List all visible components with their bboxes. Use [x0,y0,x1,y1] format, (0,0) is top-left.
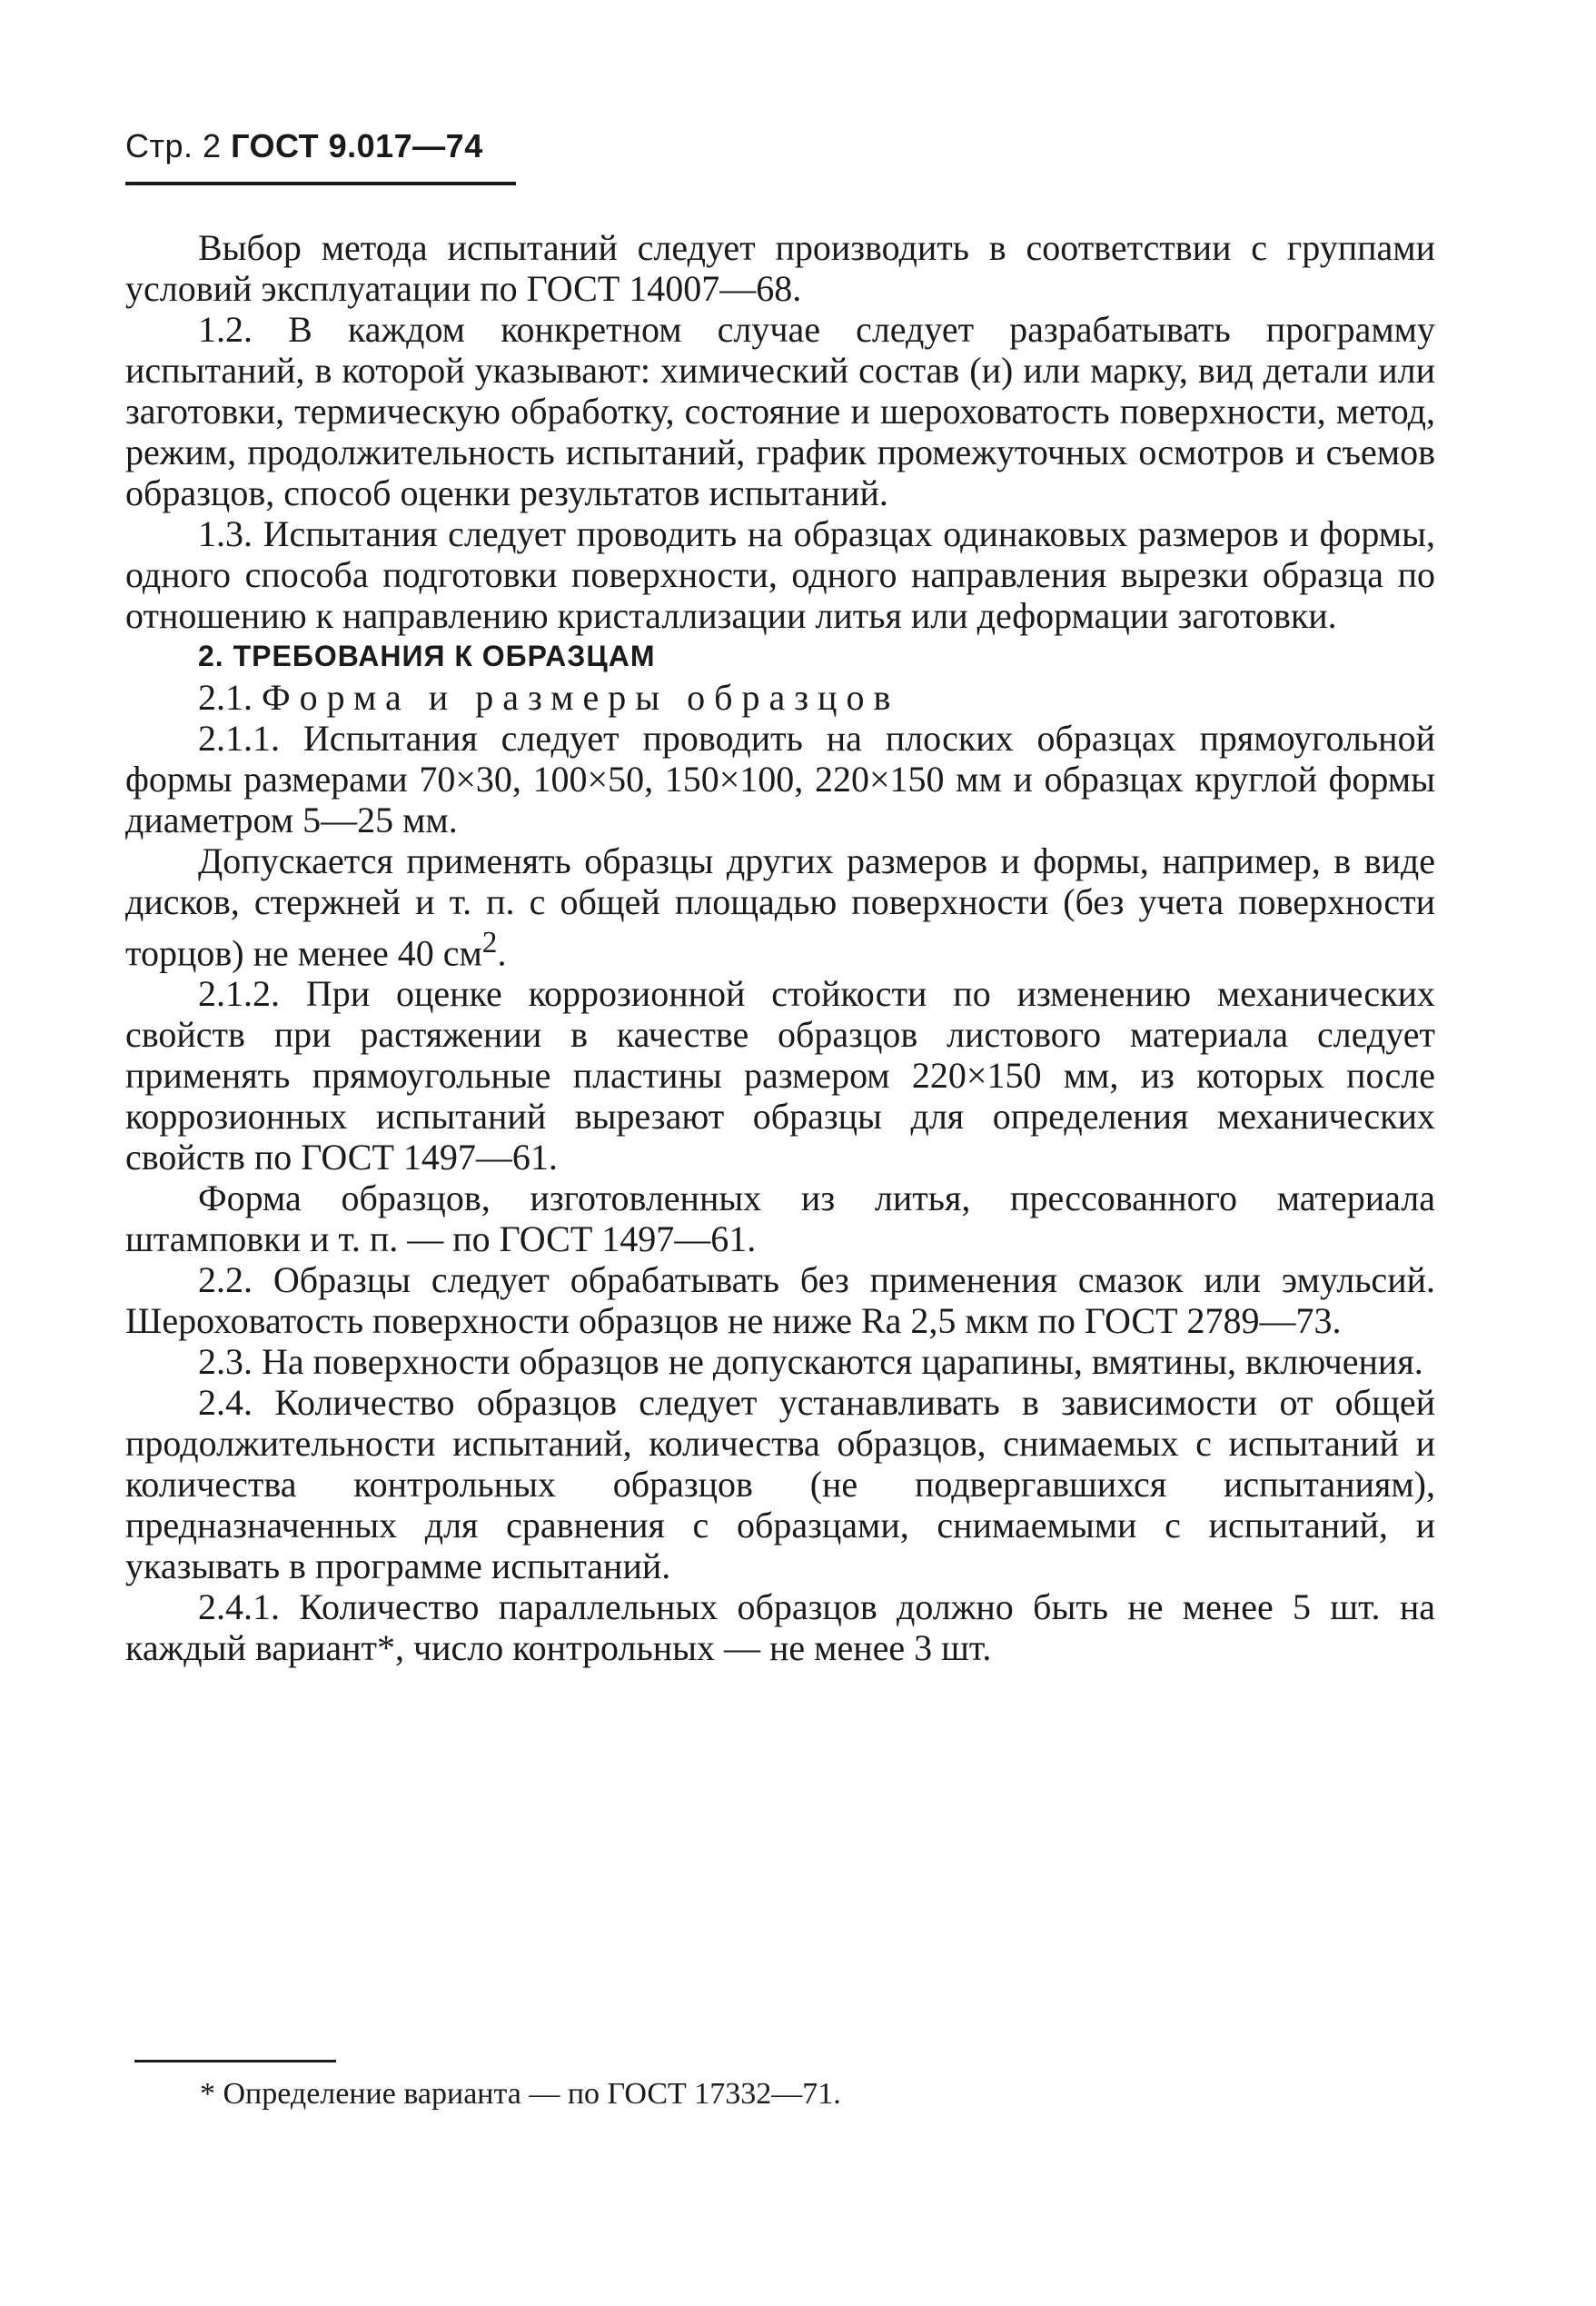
paragraph-2-4-1: 2.4.1. Количество параллельных образцов должно быть не менее 5 шт. на каждый вариант*, число контрольных — не менее 3 шт. [125,1586,1435,1669]
paragraph-2-1-title: Форма и размеры образцов [262,677,900,718]
paragraph-2-3: 2.3. На поверхности образцов не допускаются царапины, вмятины, включения. [198,1341,1423,1383]
paragraph-2-1 [125,677,1435,718]
paragraph-allowed-end: . [497,932,507,974]
standard-number: ГОСТ 9.017—74 [231,127,483,164]
paragraph-1-3: 1.3. Испытания следует проводить на образцах одинаковых размеров и формы, одного способа подготовки поверхности, одного направления вырезки образца по отношению к направлению кристаллизации литья или деформации заготовки. [125,513,1435,636]
footnote-divider [134,2060,336,2062]
paragraph-2-1-number: 2.1. [198,677,253,718]
paragraph-2-4: 2.4. Количество образцов следует устанавливать в зависимости от общей продолжительности испытаний, количества образцов, снимаемых с испытаний и количества контрольных образцов (не подвергавшихся испытаниям), предназначенных для сравнения с образцами, снимаемыми с испытаний, и указывать в программе испытаний. [125,1382,1435,1587]
paragraph-1-2: 1.2. В каждом конкретном случае следует разрабатывать программу испытаний, в которой указывают: химический состав (и) или марку, вид детали или заготовки, термическую обработку, состояние и шероховатость поверхности, метод, режим, продолжительность испытаний, график промежуточных осмотров и съемов образцов, способ оценки результатов испытаний. [125,309,1435,513]
document-body [125,227,1435,1668]
paragraph-2-1-1: 2.1.1. Испытания следует проводить на плоских образцах прямоугольной формы размерами 70×30, 100×50, 150×100, 220×150 мм и образцах круглой формы диаметром 5—25 мм. [125,718,1435,840]
paragraph-2-1-2: 2.1.2. При оценке коррозионной стойкости по изменению механических свойств при растяжении в качестве образцов листового материала следует применять прямоугольные пластины размером 220×150 мм, из которых после коррозионных испытаний вырезают образцы для определения механических свойств по ГОСТ 1497—61. [125,973,1435,1178]
paragraph-2-2: 2.2. Образцы следует обрабатывать без применения смазок или эмульсий. Шероховатость поверхности образцов не ниже Ra 2,5 мкм по ГОСТ 2789—73. [125,1259,1435,1342]
page-header [125,127,483,165]
header-divider [125,182,516,185]
page-number: Стр. 2 [125,127,222,164]
section-heading: 2. ТРЕБОВАНИЯ К ОБРАЗЦАМ [198,640,656,672]
paragraph-intro: Выбор метода испытаний следует производить в соответствии с группами условий эксплуатации по ГОСТ 14007—68. [125,227,1435,309]
area-unit-superscript: 2 [481,926,498,959]
paragraph-allowed [125,840,1435,973]
paragraph-form: Форма образцов, изготовленных из литья, прессованного материала штамповки и т. п. — по ГОСТ 1497—61. [125,1178,1435,1260]
footnote: * Определение варианта — по ГОСТ 17332—71. [200,2077,841,2111]
paragraph-allowed-text: Допускается применять образцы других размеров и формы, например, в виде дисков, стержней и т. п. с общей площадью поверхности (без учета поверхности торцов) не менее 40 см [125,840,1435,974]
